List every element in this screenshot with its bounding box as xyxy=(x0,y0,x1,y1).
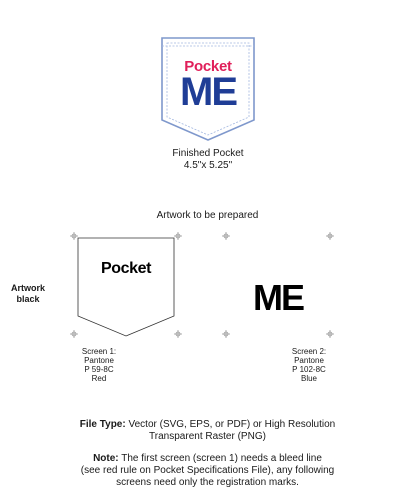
screen2-artwork xyxy=(220,230,336,346)
me-logo-text: ME xyxy=(180,70,236,114)
screen1-label-line1: Screen 1: xyxy=(81,347,117,356)
file-type-block xyxy=(40,419,375,443)
screen1-artwork xyxy=(68,230,184,346)
note-text-line2: (see red rule on Pocket Specifications File), any following xyxy=(80,465,335,476)
file-type-label: File Type: xyxy=(79,419,126,430)
screen1-label-line3: P 59-8C xyxy=(84,365,114,374)
note-label: Note: xyxy=(93,453,119,464)
note-text-line1: The first screen (screen 1) needs a bleed line xyxy=(118,453,322,464)
note-line1 xyxy=(20,453,395,465)
note-block xyxy=(20,453,395,489)
screen2-me-text: ME xyxy=(253,277,303,318)
screen2-label-line4: Blue xyxy=(300,374,317,383)
artwork-heading: Artwork to be prepared xyxy=(156,210,259,221)
screen1-pocket-outline-icon xyxy=(68,230,184,346)
screen2-label-line3: P 102-8C xyxy=(292,365,326,374)
finished-pocket-caption-line2: 4.5"x 5.25" xyxy=(183,160,233,171)
screen1-pocket-text: Pocket xyxy=(100,260,152,277)
file-type-line1 xyxy=(40,419,375,431)
pocket-logo-text: Pocket xyxy=(184,58,232,75)
file-type-text-line2: Transparent Raster (PNG) xyxy=(149,431,266,442)
finished-pocket-caption-line1: Finished Pocket xyxy=(172,148,244,159)
file-type-text-line1: Vector (SVG, EPS, or PDF) or High Resolution xyxy=(125,419,336,430)
screen2-label-line2: Pantone xyxy=(294,356,324,365)
screen1-label-line2: Pantone xyxy=(84,356,114,365)
screen1-label xyxy=(66,347,132,383)
finished-pocket-illustration xyxy=(158,34,258,144)
note-text-line3: screens need only the registration marks. xyxy=(116,477,299,488)
screen2-label xyxy=(276,347,342,383)
screen2-label-line1: Screen 2: xyxy=(291,347,327,356)
artwork-black-label: Artwork black xyxy=(10,283,45,304)
screen1-label-line4: Red xyxy=(91,374,107,383)
finished-pocket-caption xyxy=(108,148,308,172)
